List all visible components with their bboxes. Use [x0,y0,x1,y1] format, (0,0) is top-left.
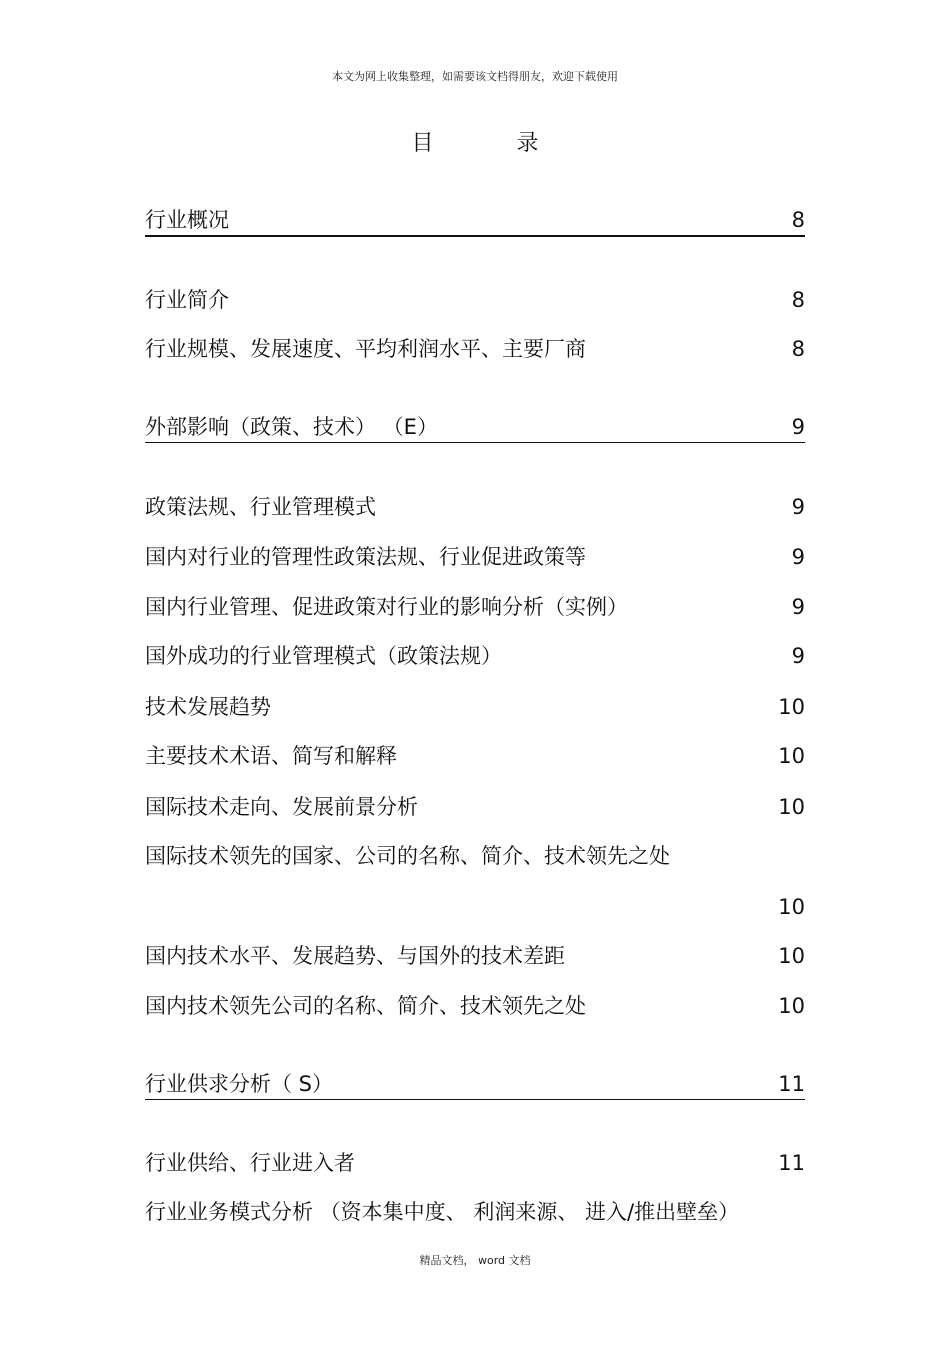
toc-page-number: 8 [791,208,805,232]
toc-entry[interactable] [145,492,805,522]
toc-entry[interactable] [145,542,805,572]
toc-entry[interactable] [145,1148,805,1178]
toc-entry[interactable] [145,641,805,671]
toc-section-supply-demand[interactable] [145,1069,805,1100]
toc-page-number: 9 [791,595,805,619]
toc-entry[interactable] [145,991,805,1021]
toc-label: 外部影响（政策、技术） （E） [145,415,438,439]
toc-page-number: 8 [791,288,805,312]
toc-label: 国内技术领先公司的名称、简介、技术领先之处 [145,994,586,1018]
toc-label: 行业概况 [145,208,229,232]
toc-label: 技术发展趋势 [145,695,271,719]
toc-page-number: 11 [778,1072,805,1096]
toc-label: 行业简介 [145,288,229,312]
toc-entry[interactable] [145,1197,805,1227]
toc-label: 行业规模、发展速度、平均利润水平、主要厂商 [145,337,586,361]
toc-label: 国际技术走向、发展前景分析 [145,795,418,819]
toc-label: 国内行业管理、促进政策对行业的影响分析（实例） [145,595,628,619]
toc-page-number: 9 [791,545,805,569]
toc-page-number: 8 [791,337,805,361]
toc-page-number: 9 [791,495,805,519]
toc-entry-continuation[interactable] [145,892,805,922]
toc-label: 行业供给、行业进入者 [145,1151,355,1175]
toc-entry[interactable] [145,792,805,822]
toc-section-industry-overview[interactable] [145,205,805,237]
toc-label: 国内对行业的管理性政策法规、行业促进政策等 [145,545,586,569]
toc-entry[interactable] [145,841,805,871]
toc-title: 目 录 [411,131,577,156]
toc-page-number: 10 [778,744,805,768]
toc-label: 国际技术领先的国家、公司的名称、简介、技术领先之处 [145,844,670,868]
toc-page-number: 10 [778,895,805,919]
toc-page-number: 10 [778,795,805,819]
toc-page-number: 9 [791,415,805,439]
toc-entry[interactable] [145,334,805,364]
toc-page-number: 10 [778,944,805,968]
toc-entry[interactable] [145,941,805,971]
footer-note: 精品文档， word 文档 [419,1254,531,1267]
toc-entry[interactable] [145,592,805,622]
toc-entry[interactable] [145,285,805,315]
toc-label: 国内技术水平、发展趋势、与国外的技术差距 [145,944,565,968]
toc-label: 国外成功的行业管理模式（政策法规） [145,644,502,668]
toc-label: 主要技术术语、简写和解释 [145,744,397,768]
toc-page-number: 9 [791,644,805,668]
toc-label: 行业业务模式分析 （资本集中度、 利润来源、 进入/推出壁垒） [145,1200,740,1224]
toc-page-number: 11 [778,1151,805,1175]
toc-entry[interactable] [145,741,805,771]
toc-label: 行业供求分析（ S） [145,1072,334,1096]
toc-entry[interactable] [145,692,805,722]
toc-page-number: 10 [778,695,805,719]
header-note: 本文为网上收集整理，如需要该文档得朋友，欢迎下载使用 [332,70,618,83]
toc-page-number: 10 [778,994,805,1018]
toc-label: 政策法规、行业管理模式 [145,495,376,519]
toc-section-external-influence[interactable] [145,412,805,443]
